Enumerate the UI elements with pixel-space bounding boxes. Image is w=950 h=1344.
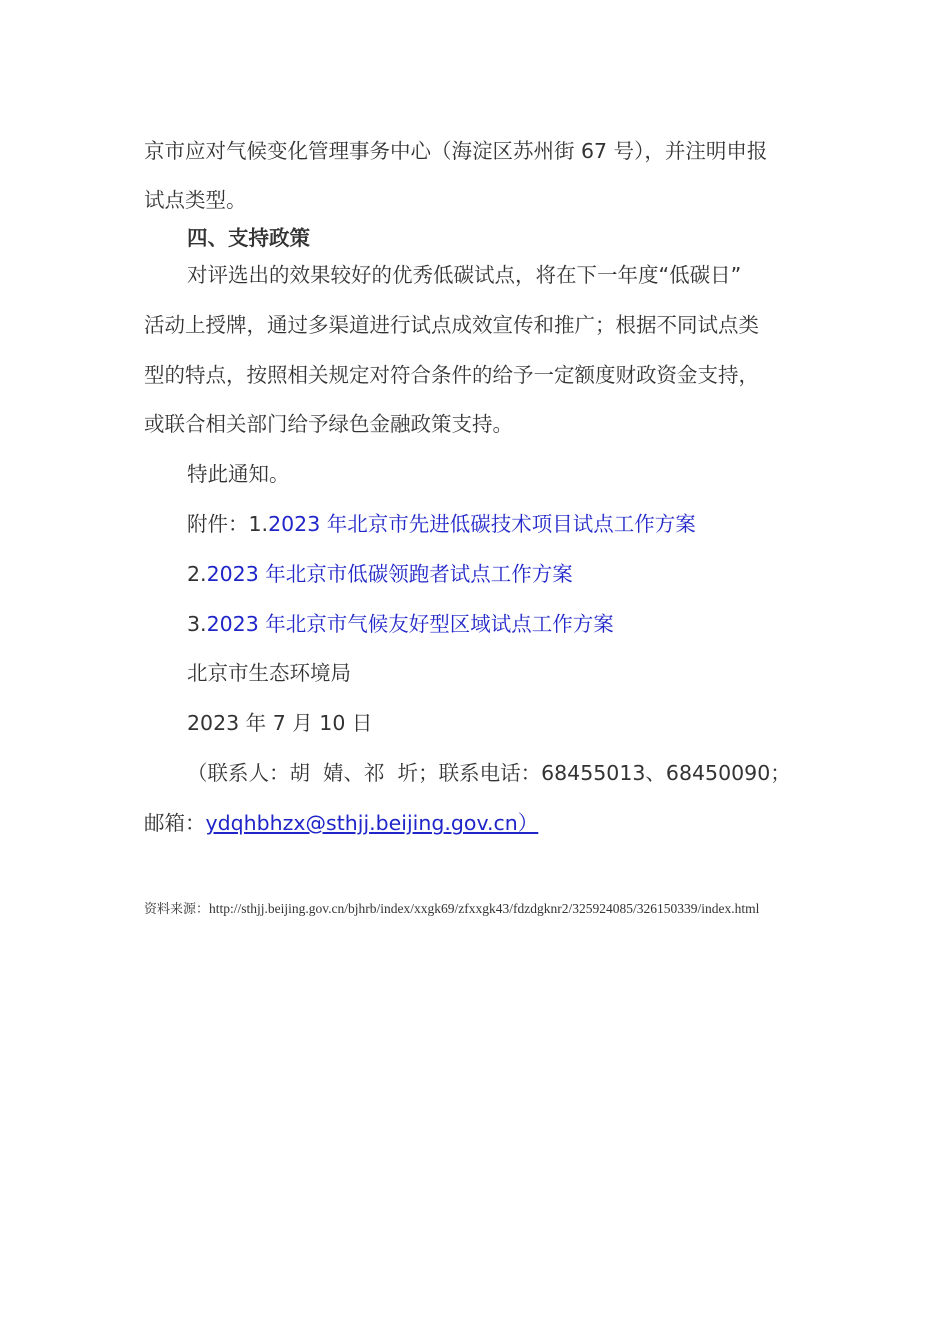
source-label: 资料来源：: [144, 902, 210, 917]
attachment-prefix: 附件：: [187, 512, 249, 536]
signature-date: 2023 年 7 月 10 日: [187, 711, 373, 735]
paragraph-line: 或联合相关部门给予绿色金融政策支持。: [144, 412, 513, 436]
section-heading: 四、支持政策: [187, 226, 310, 250]
paragraph-line: 型的特点，按照相关规定对符合条件的给予一定额度财政资金支持，: [144, 363, 759, 387]
attachment-link[interactable]: 2023 年北京市低碳领跑者试点工作方案: [206, 562, 573, 586]
attachment-number: 1.: [248, 512, 269, 536]
contact-email-line: [144, 809, 538, 837]
attachment-item-3: [187, 610, 614, 638]
source-url[interactable]: http://sthjj.beijing.gov.cn/bjhrb/index/xxgk69/zfxxgk43/fdzdgknr2/325924085/326150339/index.html: [209, 901, 760, 916]
attachment-number: 2.: [187, 562, 207, 586]
attachment-item-2: [187, 560, 573, 588]
signature-org: 北京市生态环境局: [187, 661, 351, 685]
body-text-line: 京市应对气候变化管理事务中心（海淀区苏州街 67 号），并注明申报: [144, 139, 768, 163]
notice-text: 特此通知。: [187, 462, 290, 486]
attachment-item-1: [187, 510, 696, 538]
source-note: [144, 900, 759, 919]
body-text-line: 试点类型。: [144, 188, 247, 212]
email-label: 邮箱：: [144, 811, 206, 835]
attachment-number: 3.: [187, 612, 207, 636]
attachment-link[interactable]: 2023 年北京市先进低碳技术项目试点工作方案: [268, 512, 696, 536]
contact-line: （联系人：胡 婧、祁 圻；联系电话：68455013、68450090；: [187, 761, 791, 785]
paragraph-line: 对评选出的效果较好的优秀低碳试点，将在下一年度“低碳日”: [187, 263, 742, 287]
attachment-link[interactable]: 2023 年北京市气候友好型区域试点工作方案: [206, 612, 614, 636]
email-link[interactable]: ydqhbhzx@sthjj.beijing.gov.cn）: [205, 811, 539, 835]
paragraph-line: 活动上授牌，通过多渠道进行试点成效宣传和推广；根据不同试点类: [144, 313, 759, 337]
